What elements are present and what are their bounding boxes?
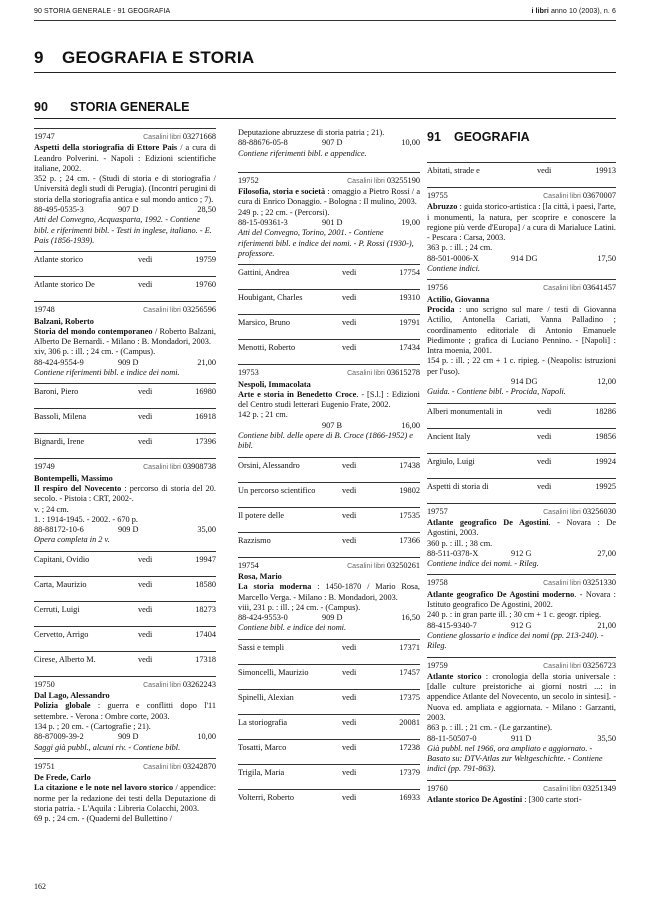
entry-dewey: 907 D [322, 138, 343, 148]
casalini-label: Casalini libri [143, 763, 181, 771]
entry-dewey: 914 DG [511, 253, 538, 263]
entry-description: . - Novara : De Agostini, 2003. [427, 517, 616, 538]
entry-note: Opera completa in 2 v. [34, 535, 110, 545]
entry-19758 [427, 574, 616, 656]
entry-note: Contiene bibl. delle opere di B. Croce (1866-1952) e bibl. [238, 431, 413, 451]
entry-number: 19749 [34, 462, 55, 472]
entry-number: 19754 [238, 560, 259, 570]
section-heading [34, 48, 254, 68]
entry-author: Dal Lago, Alessandro [34, 691, 110, 701]
casalini-label: Casalini libri [543, 662, 581, 670]
entry-description: : uno scrigno sul mare / testi di Giovanna Actilio, Antonella Cariati, Vanna Palladino ; coordinamento editoriale di Antonio Emanuele Piedimonte ; grafica di Luciano Pennino. - [Napoli] : Intra moenia, 2001. [427, 304, 616, 356]
cross-reference: Bassoli, Milena vedi 16918 [34, 408, 216, 433]
entry-19753 [238, 364, 420, 456]
entry-title: Polizia globale [34, 701, 91, 711]
cross-reference: Razzismo vedi 17366 [238, 532, 420, 557]
cross-reference: Menotti, Roberto vedi 17434 [238, 339, 420, 364]
cross-reference: Sassi e templi vedi 17371 [238, 639, 420, 664]
cross-reference: Cirese, Alberto M. vedi 17318 [34, 651, 216, 676]
entry-description: . - [S.l.] : Edizioni del Centro studi letterari Eugenio Frate, 2002. [238, 389, 420, 410]
entry-19756 [427, 279, 616, 402]
entry-19755 [427, 187, 616, 279]
entry-isbn: 88-11-50507-0 [427, 733, 477, 743]
entry-price: 27,00 [597, 548, 616, 558]
entry-title: Atlante geografico De Agostini moderno [427, 589, 575, 599]
entry-title: Aspetti della storiografia di Ettore Pais [34, 143, 178, 153]
entry-note: Guida. - Contiene bibl. - Procida, Napoli. [427, 387, 566, 397]
entry-19752 [238, 172, 420, 264]
casalini-code: 03251330 [582, 578, 616, 588]
subsection-91-number: 91 [427, 130, 441, 144]
entry-description: : cronologia della storia universale : [dalle culture preistoriche ai giorni nostri ...: in appendice Atlante del Novecento, un secolo in sintesi]. - Nuova ed. ampliata e aggiornata. - Milano : Garzanti, 2003. [427, 671, 616, 722]
entry-description: : percorso di storia del 20. secolo. - Pistoia : CRT, 2002-. [34, 483, 217, 504]
journal-name: i libri [531, 8, 549, 15]
cross-reference: Alberi monumentali in vedi 18286 [427, 403, 616, 428]
cross-reference: Aspetti di storia di vedi 19925 [427, 478, 616, 503]
entry-number: 19750 [34, 679, 55, 689]
casalini-label: Casalini libri [543, 285, 581, 293]
entry-physical: 360 p. : ill. ; 38 cm. [427, 538, 493, 548]
cross-reference: Simoncelli, Maurizio vedi 17457 [238, 664, 420, 689]
entry-physical: 249 p. ; 22 cm. - (Percorsi). [238, 207, 330, 217]
running-header-right [531, 8, 616, 15]
entry-number: 19753 [238, 368, 259, 378]
entry-physical: viii, 231 p. : ill. ; 24 cm. - (Campus). [238, 602, 361, 612]
entry-note: Contiene indici. [427, 264, 480, 274]
entry-physical: 240 p. : in gran parte ill. ; 30 cm + 1 c. geogr. ripieg. [427, 610, 602, 620]
cross-reference: La storiografia vedi 20081 [238, 714, 420, 739]
entry-physical: v. ; 24 cm. [34, 504, 69, 514]
entry-note: Saggi già pubbl., alcuni riv. - Contiene bibl. [34, 742, 181, 752]
entry-price: 21,00 [597, 620, 616, 630]
entry-19754 [238, 557, 420, 639]
entry-description: / appendice: norme per la redazione dei testi della Deputazione di storia patria. - L'Aquila : Libreria Colacchi, 2003. [34, 783, 217, 813]
entry-note: Contiene riferimenti bibl. e appendice. [238, 148, 367, 158]
cross-reference: Un percorso scientifico vedi 19802 [238, 482, 420, 507]
entry-author: Nespoli, Immacolata [238, 379, 311, 389]
entry-title: Atlante storico De Agostini [427, 795, 523, 805]
entry-number: 19755 [427, 191, 448, 200]
entry-isbn: 88-87009-39-2 [34, 732, 84, 742]
entry-number: 19759 [427, 660, 448, 670]
entry-description: : guida storico-artistica : [la città, i paesi, l'arte, i monumenti, la natura, per scoprire e conoscere la regione più verde d'Europa] / a cura di Marialuce Latini. - Pescara : Carsa, 2003. [427, 202, 616, 243]
entry-isbn: 88-424-9554-9 [34, 357, 84, 367]
subsection-90-number: 90 [34, 100, 48, 114]
casalini-code: 03256030 [582, 506, 616, 516]
entry-description: . - Novara : Istituto geografico De Agostini, 2002. [427, 589, 616, 610]
section-rule [34, 72, 616, 73]
casalini-label: Casalini libri [347, 562, 385, 570]
entry-author: De Frede, Carlo [34, 773, 91, 783]
entry-physical-continued: Deputazione abruzzese di storia patria ; 21). [238, 128, 385, 137]
casalini-code: 03670007 [582, 191, 616, 200]
cross-reference: Volterri, Roberto vedi 16933 [238, 789, 420, 814]
entry-description: / a cura di Leandro Polverini. - Napoli : Edizioni scientifiche italiane, 2002. [34, 143, 217, 173]
entry-number: 19757 [427, 506, 448, 516]
entry-price: 35,00 [197, 525, 216, 535]
entry-note: Già pubbl. nel 1966, ora ampliato e aggiornato. - Basato su: DTV-Atlas zur Weltgeschichte. - Contiene indici (pp. 791-863). [427, 743, 603, 774]
entry-price: 12,00 [597, 377, 616, 387]
entry-dewey: 911 D [511, 733, 532, 743]
entry-volume: 1. : 1914-1945. - 2002. - 670 p. [34, 514, 138, 524]
entry-number: 19760 [427, 783, 448, 793]
cross-reference: Trigila, Maria vedi 17379 [238, 764, 420, 789]
casalini-code: 03908738 [182, 462, 216, 472]
entry-19747 [34, 128, 216, 251]
casalini-code: 03262243 [182, 679, 216, 689]
cross-reference: Atlante storico De vedi 19760 [34, 276, 216, 301]
entry-dewey: 907 B [322, 420, 343, 430]
entry-description: / Roberto Balzani, Alberto De Bernardi. - Milano : B. Mondadori, 2003. [34, 326, 216, 347]
subsection-91-title: GEOGRAFIA [454, 130, 530, 144]
cross-reference: Capitani, Ovidio vedi 19947 [34, 551, 216, 576]
entry-isbn: 88-415-9340-7 [427, 620, 477, 630]
entry-author: Bontempelli, Massimo [34, 473, 113, 483]
entry-number: 19748 [34, 305, 55, 315]
subsection-91-heading [427, 132, 616, 154]
entry-19760 [427, 780, 616, 806]
column-2 [238, 128, 420, 814]
entry-author: Actilio, Giovanna [427, 294, 490, 304]
casalini-code: 03271668 [182, 132, 216, 141]
entry-dewey: 909 D [118, 357, 139, 367]
entry-physical: 863 p. : ill. ; 21 cm. - (Le garzantine). [427, 723, 553, 733]
entry-price: 17,50 [597, 253, 616, 263]
entry-title: Storia del mondo contemporaneo [34, 326, 153, 336]
entry-author: Balzani, Roberto [34, 316, 94, 326]
subsection-90-heading [34, 100, 189, 114]
entry-title: La storia moderna [238, 582, 312, 592]
casalini-label: Casalini libri [347, 177, 385, 185]
entry-description: : omaggio a Pietro Rossi / a cura di Enrico Donaggio. - Bologna : Il mulino, 2003. [238, 187, 420, 207]
header-rule [34, 20, 616, 21]
cross-reference: Gattini, Andrea vedi 17754 [238, 264, 420, 289]
subsection-rule [34, 118, 616, 119]
entry-note: Atti del Convegno, Torino, 2001. - Contiene riferimenti bibl. e indice dei nomi. - P. Rossi (1930-), professore. [238, 228, 414, 258]
entry-dewey: 912 G [511, 620, 532, 630]
entry-number: 19747 [34, 132, 55, 141]
entry-physical: 363 p. : ill. ; 24 cm. [427, 243, 493, 253]
cross-reference: Bignardi, Irene vedi 17396 [34, 433, 216, 458]
entry-price: 10,00 [197, 732, 216, 742]
cross-reference: Cerruti, Luigi vedi 18273 [34, 601, 216, 626]
casalini-code: 03255190 [386, 175, 420, 185]
section-title: GEOGRAFIA E STORIA [62, 48, 255, 67]
entry-19751-continued [238, 128, 420, 164]
casalini-label: Casalini libri [143, 307, 181, 315]
casalini-label: Casalini libri [143, 464, 181, 472]
entry-dewey: 914 DG [511, 377, 538, 387]
cross-reference: Spinelli, Alexian vedi 17375 [238, 689, 420, 714]
entry-isbn: 88-424-9553-0 [238, 613, 288, 623]
entry-price: 35,50 [597, 733, 616, 743]
entry-price: 16,50 [401, 613, 420, 623]
cross-reference: Carta, Maurizio vedi 18580 [34, 576, 216, 601]
entry-description: : [300 carte stori- [522, 795, 582, 805]
entry-author: Rosa, Mario [238, 571, 282, 581]
entry-physical: 352 p. ; 24 cm. - (Studi di storia e di storiografia / Università degli studi di Perugia). (Incontri perugini di storia della storiografia antica e sul mondo antico ; 7). [34, 174, 216, 204]
running-header-left: 90 STORIA GENERALE - 91 GEOGRAFIA [34, 8, 171, 15]
entry-physical: xiv, 306 p. : ill. ; 24 cm. - (Campus). [34, 347, 156, 357]
entry-title: La citazione e le note nel lavoro storico [34, 783, 174, 793]
cross-reference: Atlante storico vedi 19759 [34, 251, 216, 276]
entry-dewey: 901 D [322, 218, 343, 228]
casalini-code: 03256723 [582, 660, 616, 670]
entry-dewey: 909 D [118, 732, 139, 742]
entry-price: 21,00 [197, 357, 216, 367]
casalini-label: Casalini libri [543, 193, 581, 200]
cross-reference: Baroni, Piero vedi 16980 [34, 383, 216, 408]
casalini-label: Casalini libri [347, 370, 385, 378]
page-number: 162 [34, 882, 46, 891]
entry-physical: 134 p. ; 20 cm. - (Cartografie ; 21). [34, 721, 151, 731]
casalini-label: Casalini libri [543, 580, 581, 588]
entry-title: Atlante storico [427, 671, 482, 681]
journal-issue: anno 10 (2003), n. 6 [550, 8, 616, 15]
entry-price: 19,00 [401, 218, 420, 228]
entry-title: Procida [427, 304, 455, 314]
cross-reference: Orsini, Alessandro vedi 17438 [238, 457, 420, 482]
entry-number: 19758 [427, 578, 448, 588]
entry-title: Abruzzo [427, 202, 458, 212]
entry-19751 [34, 758, 216, 825]
casalini-code: 03615278 [386, 368, 420, 378]
entry-19757 [427, 503, 616, 575]
casalini-label: Casalini libri [543, 785, 581, 793]
casalini-code: 03251349 [582, 783, 616, 793]
cross-reference: Abitati, strade e vedi 19913 [427, 162, 616, 187]
casalini-code: 03250261 [386, 560, 420, 570]
casalini-label: Casalini libri [143, 681, 181, 689]
entry-number: 19756 [427, 283, 448, 293]
cross-reference: Il potere delle vedi 17535 [238, 507, 420, 532]
entry-19748 [34, 301, 216, 383]
entry-19759 [427, 657, 616, 780]
cross-reference: Cervetto, Arrigo vedi 17404 [34, 626, 216, 651]
entry-title: Il respiro del Novecento [34, 483, 122, 493]
casalini-code: 03641457 [582, 283, 616, 293]
entry-dewey: 909 D [118, 525, 139, 535]
entry-note: Contiene riferimenti bibl. e indice dei nomi. [34, 368, 180, 378]
entry-dewey: 912 G [511, 548, 532, 558]
section-number: 9 [34, 48, 44, 67]
casalini-code: 03242870 [182, 761, 216, 771]
entry-isbn: 88-15-09361-3 [238, 218, 288, 228]
cross-reference: Argiulo, Luigi vedi 19924 [427, 453, 616, 478]
entry-note: Contiene indice dei nomi. - Rileg. [427, 559, 539, 569]
entry-number: 19751 [34, 761, 55, 771]
entry-dewey: 907 D [118, 205, 139, 215]
entry-isbn: 88-88172-10-6 [34, 525, 84, 535]
entry-physical: 154 p. : ill. ; 22 cm + 1 c. ripieg. - (Neapolis: istruzioni per l'uso). [427, 356, 616, 376]
entry-number: 19752 [238, 175, 259, 185]
entry-note: Contiene bibl. e indice dei nomi. [238, 623, 347, 633]
entry-note: Contiene glossario e indice dei nomi (pp. 213-240). - Rileg. [427, 630, 604, 651]
subsection-90-title: STORIA GENERALE [70, 100, 190, 114]
cross-reference: Houbigant, Charles vedi 19310 [238, 289, 420, 314]
cross-reference: Marsico, Bruno vedi 19791 [238, 314, 420, 339]
casalini-code: 03256596 [182, 305, 216, 315]
entry-price: 16,00 [401, 420, 420, 430]
column-1 [34, 128, 216, 825]
entry-title: Filosofia, storia e società [238, 187, 326, 197]
column-3 [427, 128, 616, 805]
casalini-label: Casalini libri [543, 508, 581, 516]
entry-price: 10,00 [401, 138, 420, 148]
entry-description: : 1450-1870 / Mario Rosa, Marcello Verga. - Milano : B. Mondadori, 2003. [238, 582, 420, 602]
entry-price: 28,50 [197, 205, 216, 215]
running-header [34, 6, 616, 18]
entry-isbn: 88-501-0006-X [427, 253, 479, 263]
casalini-label: Casalini libri [143, 134, 181, 141]
entry-dewey: 909 D [322, 613, 343, 623]
cross-reference: Ancient Italy vedi 19856 [427, 428, 616, 453]
entry-note: Atti del Convegno, Acquasparta, 1992. - Contiene bibl. e riferimenti bibl. - Testi in inglese, italiano. - E. Pais (1856-1939). [34, 215, 212, 245]
entry-19750 [34, 676, 216, 758]
entry-19749 [34, 458, 216, 550]
entry-physical: 142 p. ; 21 cm. [238, 410, 288, 420]
entry-physical: 69 p. ; 24 cm. - (Quaderni del Bullettino / [34, 814, 173, 824]
entry-title: Arte e storia in Benedetto Croce [238, 389, 357, 399]
entry-title: Atlante geografico De Agostini [427, 517, 549, 527]
entry-isbn: 88-88676-05-8 [238, 138, 288, 148]
cross-reference: Tosatti, Marco vedi 17238 [238, 739, 420, 764]
entry-isbn: 88-511-0378-X [427, 548, 479, 558]
entry-isbn: 88-495-0535-3 [34, 205, 84, 215]
entry-description: : guerra e conflitti dopo l'11 settembre. - Verona : Ombre corte, 2003. [34, 701, 217, 721]
